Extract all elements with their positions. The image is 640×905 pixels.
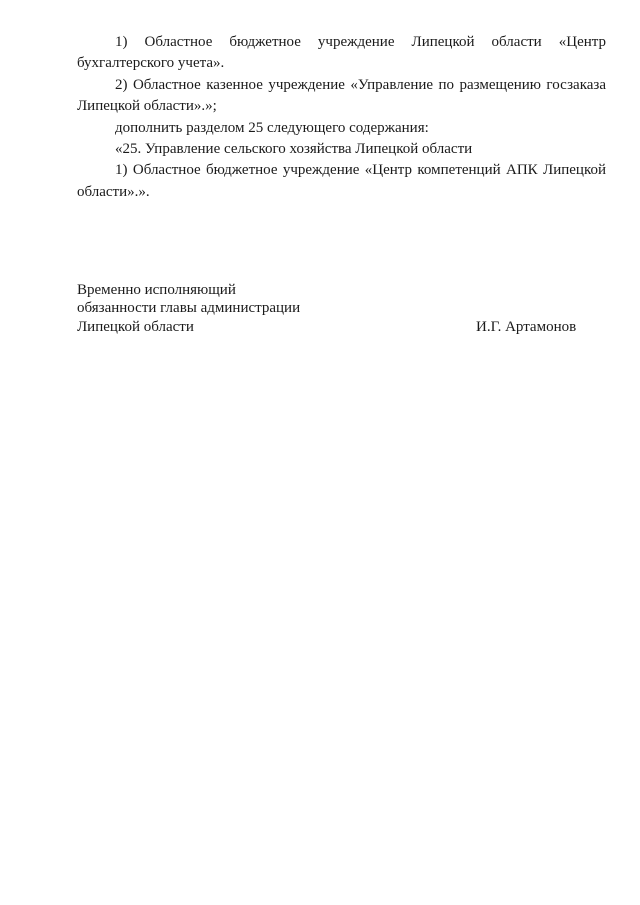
- paragraph-item-2: 2) Областное казенное учреждение «Управление по размещению госзаказа Липецкой области».»;: [77, 76, 606, 115]
- paragraph-section-25-item-1: 1) Областное бюджетное учреждение «Центр компетенций АПК Липецкой области».».: [77, 162, 606, 200]
- signature-row: [77, 318, 606, 336]
- paragraph-section-25-heading: «25. Управление сельского хозяйства Липецкой области: [115, 141, 473, 158]
- document-body: [77, 32, 606, 203]
- signatory-name: И.Г. Артамонов: [476, 318, 577, 335]
- signatory-position-line-2: обязанности главы администрации: [77, 300, 301, 317]
- paragraph-amendment-intro: дополнить разделом 25 следующего содержания:: [115, 119, 429, 136]
- signatory-position-line-3: Липецкой области: [77, 318, 194, 335]
- signature-block: [77, 281, 606, 336]
- paragraph-item-1: 1) Областное бюджетное учреждение Липецкой области «Центр бухгалтерского учета».: [77, 34, 606, 72]
- signatory-position-line-1: Временно исполняющий: [77, 282, 236, 298]
